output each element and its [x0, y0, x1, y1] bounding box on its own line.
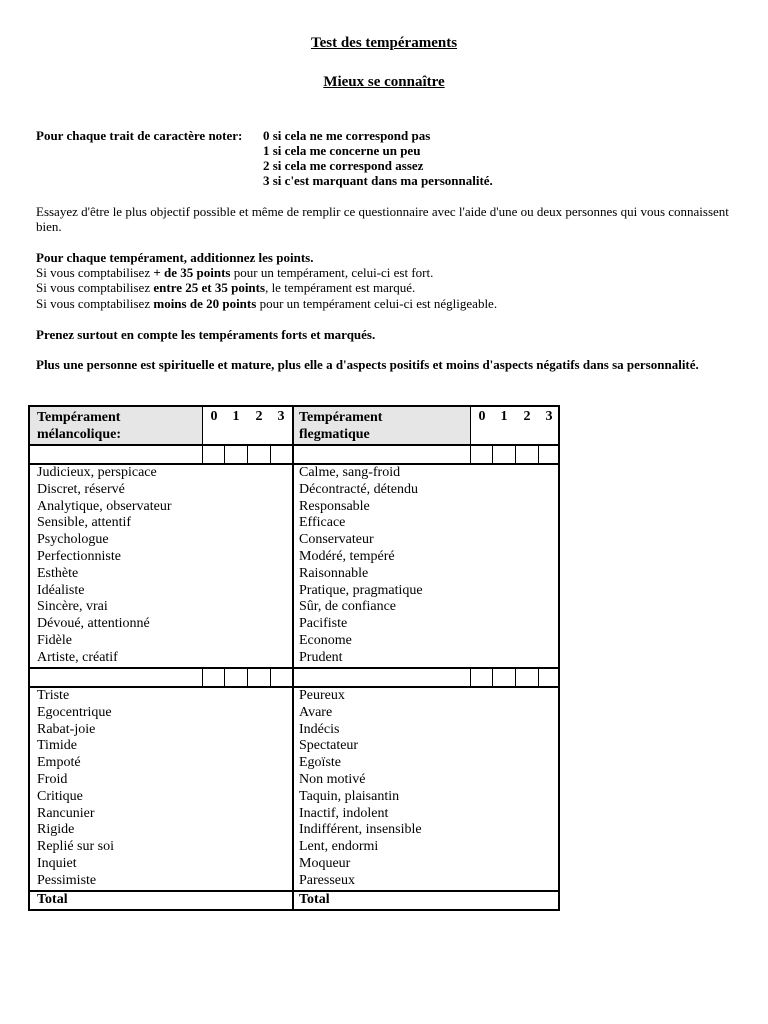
score-header-2: 2 [523, 409, 531, 424]
trait-item: Sensible, attentif [37, 515, 132, 531]
trait-item: Fidèle [37, 632, 72, 648]
score-header-1: 1 [500, 409, 508, 424]
trait-item: Lent, endormi [299, 839, 379, 855]
trait-item: Taquin, plaisantin [299, 788, 400, 804]
trait-item: Décontracté, détendu [299, 481, 418, 497]
document-subtitle: Mieux se connaître [323, 74, 445, 90]
trait-item: Replié sur soi [37, 839, 114, 855]
trait-item: Calme, sang-froid [299, 465, 401, 480]
rule-negligible: Si vous comptabilisez moins de 20 points pour un tempérament celui-ci est négligeable. [36, 296, 498, 311]
score-header-3: 3 [277, 409, 285, 424]
trait-item: Froid [37, 771, 68, 787]
trait-item: Indifférent, insensible [299, 822, 422, 838]
trait-item: Pratique, pragmatique [299, 582, 423, 598]
trait-item: Spectateur [299, 738, 359, 754]
trait-item: Non motivé [299, 771, 366, 787]
trait-item: Psychologue [37, 532, 109, 548]
trait-item: Conservateur [299, 532, 374, 548]
trait-item: Pessimiste [37, 872, 97, 888]
trait-item: Rabat-joie [37, 721, 96, 737]
focus-note: Prenez surtout en compte les tempéraments forts et marqués. [36, 327, 376, 342]
trait-item: Discret, réservé [37, 481, 125, 497]
trait-item: Inactif, indolent [299, 805, 389, 821]
trait-item: Critique [37, 788, 83, 804]
scale-0: 0 si cela ne me correspond pas [263, 128, 431, 143]
trait-item: Triste [37, 688, 70, 703]
trait-item: Rancunier [37, 805, 95, 821]
trait-item: Empoté [37, 755, 81, 771]
trait-item: Modéré, tempéré [299, 548, 395, 564]
score-header-2: 2 [255, 409, 263, 424]
melancholic-positive-traits [37, 465, 172, 667]
maturity-note: Plus une personne est spirituelle et mature, plus elle a d'aspects positifs et moins d'aspects négatifs dans sa personnalité. [36, 357, 699, 372]
scale-1: 1 si cela me concerne un peu [263, 143, 421, 158]
trait-item: Egocentrique [37, 704, 112, 720]
trait-item: Peureux [299, 688, 345, 703]
trait-item: Indécis [299, 721, 340, 737]
trait-item: Paresseux [299, 872, 355, 888]
trait-item: Sûr, de confiance [299, 599, 397, 615]
phlegmatic-positive-traits [299, 465, 423, 667]
trait-item: Perfectionniste [37, 548, 121, 564]
trait-item: Avare [299, 704, 333, 720]
phlegmatic-header: Tempérament flegmatique [299, 410, 383, 442]
trait-item: Prudent [299, 649, 343, 665]
trait-item: Judicieux, perspicace [37, 465, 157, 480]
trait-item: Efficace [299, 515, 346, 531]
score-header-0: 0 [478, 409, 486, 424]
trait-item: Responsable [299, 498, 370, 514]
melancholic-negative-traits [37, 688, 114, 890]
trait-item: Raisonnable [299, 565, 369, 581]
score-header-0: 0 [210, 409, 218, 424]
trait-item: Inquiet [37, 855, 77, 871]
melancholic-header: Tempérament mélancolique: [37, 410, 121, 442]
score-header-3: 3 [545, 409, 553, 424]
trait-item: Esthète [37, 565, 79, 581]
phlegmatic-negative-traits [299, 688, 422, 890]
trait-item: Timide [37, 738, 77, 754]
objective-paragraph: Essayez d'être le plus objectif possible et même de remplir ce questionnaire avec l'aide d'une ou deux personnes qui vous connaissent bien. [36, 204, 729, 234]
trait-item: Rigide [37, 822, 75, 838]
rule-strong: Si vous comptabilisez + de 35 points pour un tempérament, celui-ci est fort. [36, 265, 434, 280]
trait-item: Egoïste [299, 755, 341, 771]
trait-item: Econome [299, 632, 352, 648]
trait-item: Sincère, vrai [37, 599, 108, 615]
trait-item: Dévoué, attentionné [37, 616, 150, 632]
scale-3: 3 si c'est marquant dans ma personnalité. [263, 173, 493, 188]
melancholic-total: Total [37, 892, 68, 907]
sum-title: Pour chaque tempérament, additionnez les points. [36, 250, 314, 265]
instructions-intro: Pour chaque trait de caractère noter: [36, 128, 243, 143]
temperament-table [28, 405, 560, 911]
trait-item: Moqueur [299, 855, 351, 871]
trait-item: Analytique, observateur [37, 498, 172, 514]
trait-item: Artiste, créatif [37, 649, 118, 665]
document-title: Test des tempéraments [310, 35, 458, 51]
phlegmatic-total: Total [299, 892, 330, 907]
score-header-1: 1 [232, 409, 240, 424]
trait-item: Pacifiste [299, 616, 348, 632]
trait-item: Idéaliste [37, 582, 85, 598]
rule-marked: Si vous comptabilisez entre 25 et 35 points, le tempérament est marqué. [36, 280, 416, 295]
scale-2: 2 si cela me correspond assez [263, 158, 424, 173]
